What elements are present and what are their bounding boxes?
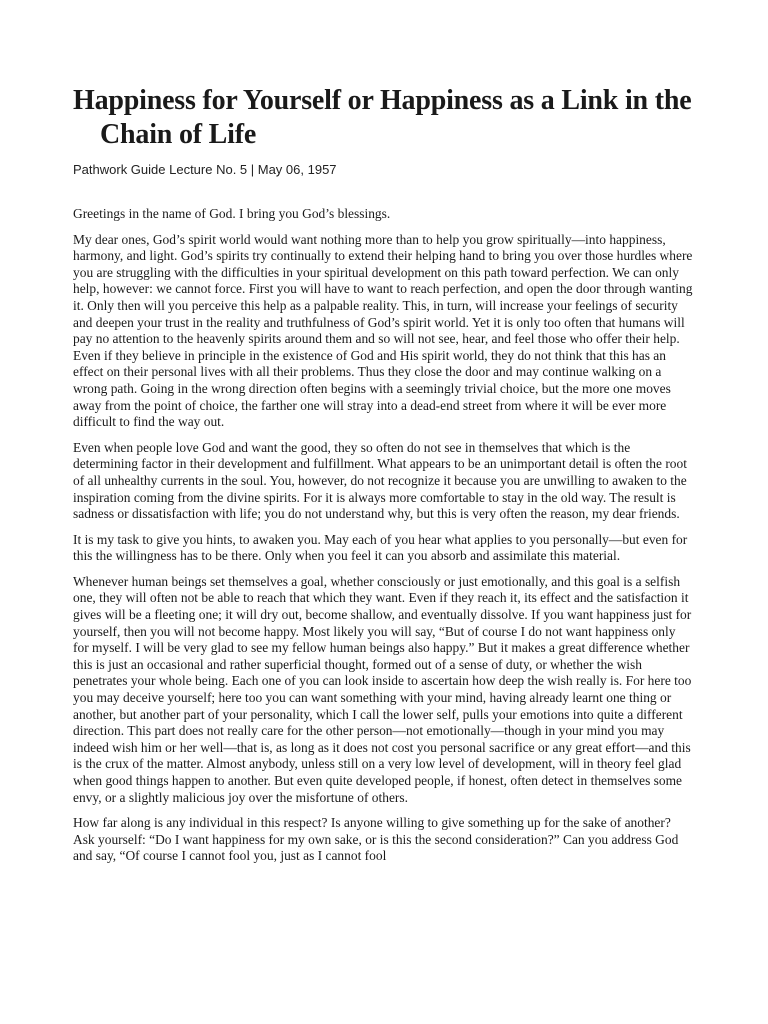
paragraph: Whenever human beings set themselves a goal, whether consciously or just emotionally, and this goal is a selfish one, they will often not be able to reach that which they want. Even if they reach it, its effect and the satisfaction it gives will be a fleeting one; it will dry out, become shallow, and eventually dissolve. If you want happiness just for yourself, then you will not become happy. Most likely you will say, “But of course I do not want happiness only for myself. I will be very glad to see my fellow human beings also happy.” But it makes a great difference whether this is just an occasional and rather superficial thought, formed out of a sense of duty, or whether the wish penetrates your whole being. Each one of you can look inside to ascertain how deep the wish really is. For here too you may deceive yourself; here too you can want something with your mind, having already learnt one thing or another, but another part of your personality, which I call the lower self, pulls your emotions into quite a different direction. This part does not really care for the other person—not emotionally—though in your mind you may indeed wish him or her well—that is, as long as it does not cost you personal sacrifice or any great effort—and this is the crux of the matter. Almost anybody, unless still on a very low level of development, will in theory feel glad when good things happen to another. But even quite developed people, if honest, often detect in themselves some envy, or a slightly malicious joy over the misfortune of others. — [73, 573, 692, 805]
paragraph: My dear ones, God’s spirit world would want nothing more than to help you grow spiritually—into happiness, harmony, and light. God’s spirits try continually to extend their helping hand to bring you over those hurdles where you are struggling with the difficulties in your spiritual development on this path toward perfection. We can only help, however: we cannot force. First you will have to want to reach perfection, and open the door through wanting it. Only then will you perceive this help as a palpable reality. This, in turn, will increase your feelings of security and deepen your trust in the reality and truthfulness of God’s spirit world. Yet it is only too often that humans will pay no attention to the heavenly spirits around them and so will not see, hear, and feel those who offer their help. Even if they believe in principle in the existence of God and His spirit world, they do not think that this has an effect on their personal lives with all their problems. Thus they close the door and may continue walking on a wrong path. Going in the wrong direction often begins with a seemingly trivial choice, but the more one moves away from the point of choice, the farther one will stray into a dead-end street from where it will be ever more difficult to find the way out. — [73, 231, 693, 430]
paragraph: Even when people love God and want the good, they so often do not see in themselves that which is the determining factor in their development and fulfillment. What appears to be an unimportant detail is often the root of all unhealthy currents in the soul. You, however, do not recognize it because you are unwilling to awaken to the inspiration coming from the divine spirits. For it is always more comfortable to stay in the old way. The result is sadness or dissatisfaction with life; you do not understand why, but this is very often the reason, my dear friends. — [73, 439, 687, 522]
document-page — [73, 84, 693, 874]
paragraph: How far along is any individual in this respect? Is anyone willing to give something up for the sake of another? Ask yourself: “Do I want happiness for my own sake, or is this the second consideration?” Can you address God and say, “Of course I cannot fool you, just as I cannot fool — [73, 815, 679, 864]
document-title: Happiness for Yourself or Happiness as a Link in the Chain of Life — [73, 85, 692, 150]
lecture-subtitle: Pathwork Guide Lecture No. 5 | May 06, 1957 — [73, 162, 337, 177]
document-body — [73, 206, 693, 865]
paragraph: It is my task to give you hints, to awaken you. May each of you hear what applies to you personally—but even for this the willingness has to be there. Only when you feel it can you absorb and assimilate this material. — [73, 531, 688, 564]
paragraph-greeting: Greetings in the name of God. I bring you God’s blessings. — [73, 206, 391, 221]
